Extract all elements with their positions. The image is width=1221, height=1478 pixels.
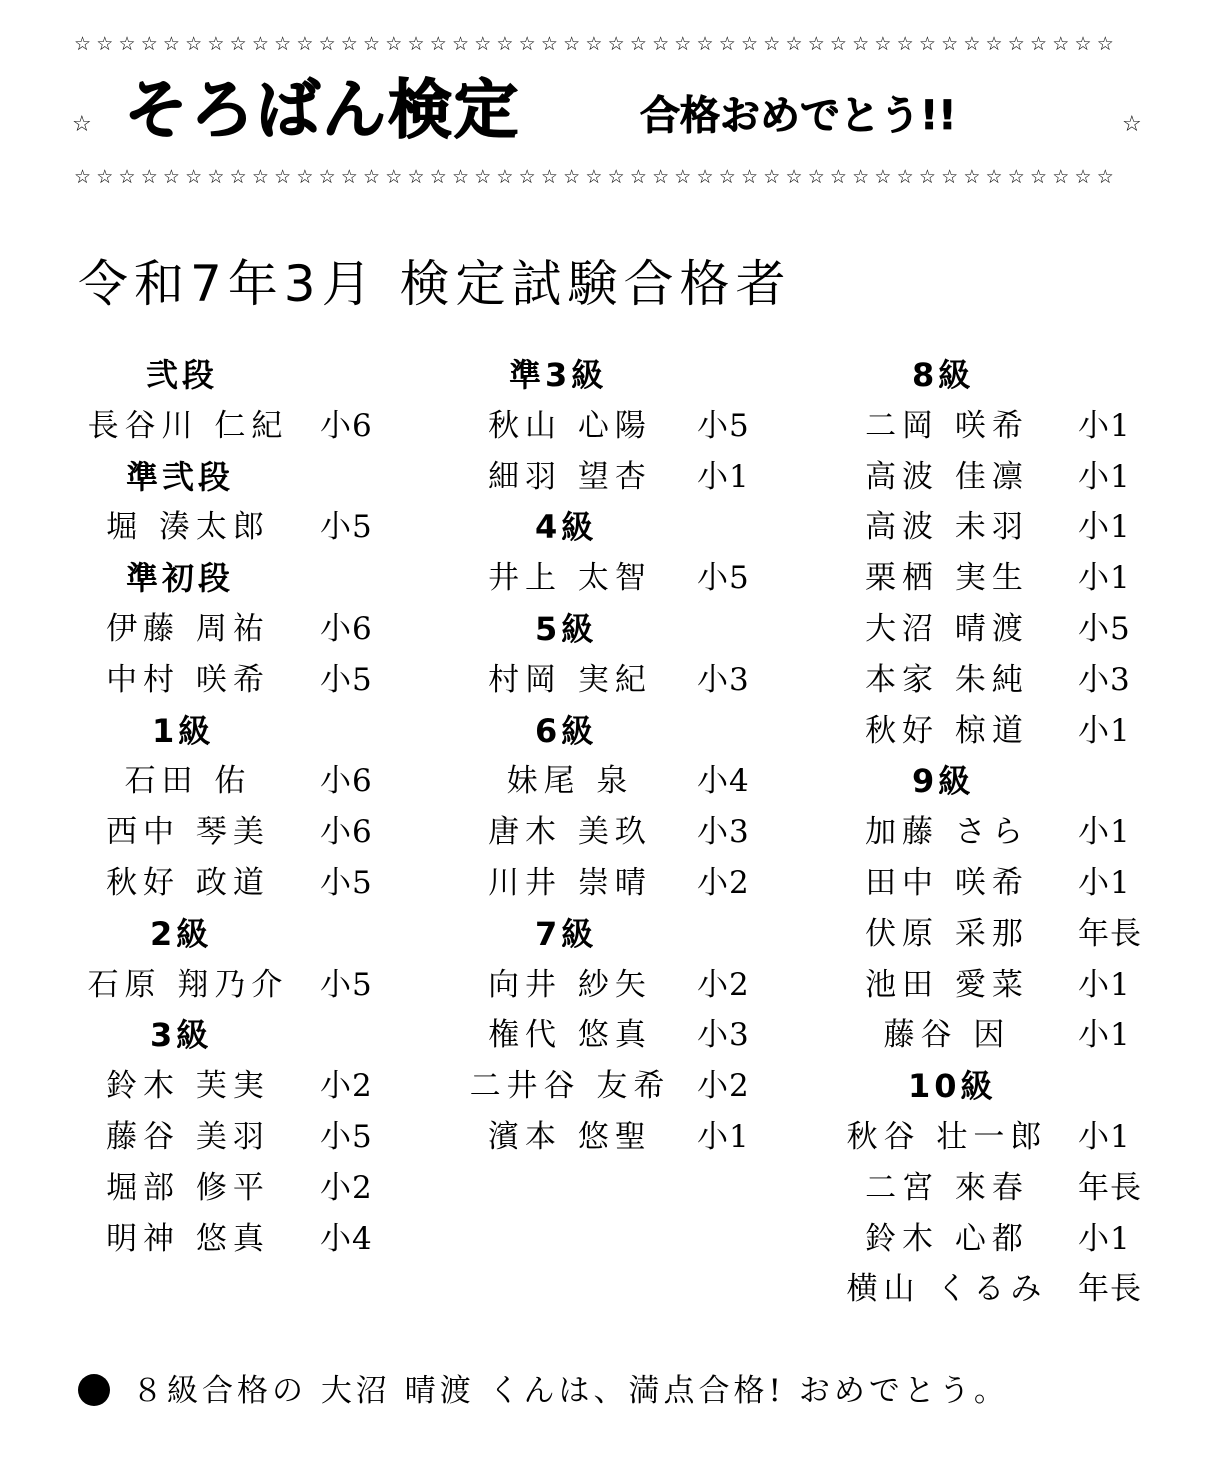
grade-heading	[70, 706, 400, 757]
passer-row	[832, 604, 1162, 655]
passer-grade: 小5	[320, 509, 373, 546]
passer-name: 池田 愛菜	[865, 966, 1029, 1003]
passer-grade: 小1	[1078, 407, 1131, 444]
grade-heading-label: 1級	[152, 711, 215, 750]
passer-grade: 小1	[1078, 458, 1131, 495]
passer-grade: 小4	[320, 1220, 373, 1257]
passer-row	[70, 1163, 400, 1214]
grade-heading-label: 5級	[535, 609, 598, 648]
congrats-heading: 合格おめでとう!!	[640, 93, 957, 139]
passer-grade: 小4	[697, 763, 750, 800]
passer-row	[455, 553, 785, 604]
passer-row	[832, 909, 1162, 960]
passer-name: 田中 咲希	[865, 864, 1029, 901]
grade-heading-label: 7級	[535, 914, 598, 953]
passer-name: 権代 悠真	[488, 1017, 652, 1054]
passer-row	[70, 1112, 400, 1163]
passer-grade: 小1	[697, 1118, 750, 1155]
passer-name: 石田 佑	[124, 763, 252, 800]
grade-heading	[832, 350, 1162, 401]
star-icon-left: ☆	[72, 112, 92, 137]
passer-grade: 小1	[1078, 1118, 1131, 1155]
passer-row	[70, 1061, 400, 1112]
passer-name: 妹尾 泉	[506, 763, 634, 800]
passer-grade: 小2	[697, 1068, 750, 1105]
passer-grade: 小6	[320, 610, 373, 647]
passer-name: 秋好 政道	[106, 864, 270, 901]
passer-name: 堀 湊太郎	[106, 509, 270, 546]
grade-heading	[455, 502, 785, 553]
passer-row	[832, 960, 1162, 1011]
passer-row	[70, 401, 400, 452]
passer-name: 村岡 実紀	[488, 661, 652, 698]
grade-heading-label: 準3級	[509, 356, 608, 394]
passer-row	[832, 655, 1162, 706]
grade-heading	[832, 756, 1162, 807]
grade-heading	[70, 452, 400, 503]
grade-heading	[70, 553, 400, 604]
passer-grade: 年長	[1078, 1271, 1142, 1308]
grade-heading	[455, 604, 785, 655]
passer-name: 伏原 采那	[865, 915, 1029, 952]
passer-row	[455, 960, 785, 1011]
passer-row	[70, 960, 400, 1011]
grade-heading-label: 10級	[908, 1067, 997, 1106]
passer-name: 秋山 心陽	[488, 407, 652, 444]
passer-grade: 小5	[320, 661, 373, 698]
grade-heading	[455, 350, 785, 401]
passer-grade: 小2	[320, 1169, 373, 1206]
passer-name: 藤谷 美羽	[106, 1118, 270, 1155]
passer-grade: 小5	[697, 407, 750, 444]
passer-row	[70, 807, 400, 858]
passer-row	[455, 1061, 785, 1112]
passer-row	[832, 1214, 1162, 1265]
passer-grade: 小6	[320, 814, 373, 851]
passer-grade: 小5	[1078, 610, 1131, 647]
passer-grade: 小1	[1078, 814, 1131, 851]
grade-heading-label: 8級	[912, 356, 975, 394]
grade-heading	[70, 1010, 400, 1061]
grade-heading	[832, 1061, 1162, 1112]
passer-name: 伊藤 周祐	[106, 610, 270, 647]
passer-grade: 小2	[320, 1068, 373, 1105]
passer-row	[70, 604, 400, 655]
passer-name: 秋好 椋道	[865, 712, 1029, 749]
passer-name: 濱本 悠聖	[488, 1118, 652, 1155]
passer-name: 鈴木 心都	[865, 1220, 1029, 1257]
passer-row	[832, 1112, 1162, 1163]
bullet-icon	[78, 1374, 110, 1406]
passer-name: 加藤 さら	[865, 814, 1029, 851]
passer-grade: 小1	[1078, 1220, 1131, 1257]
passer-grade: 小6	[320, 407, 373, 444]
passer-name: 中村 咲希	[106, 661, 270, 698]
passer-name: 唐木 美玖	[488, 814, 652, 851]
passer-row	[832, 401, 1162, 452]
passer-name: 秋谷 壮一郎	[846, 1118, 1048, 1155]
grade-heading-label: 6級	[535, 711, 598, 750]
passer-row	[832, 807, 1162, 858]
grade-heading-label: 2級	[150, 914, 213, 953]
passer-name: 西中 琴美	[106, 814, 270, 851]
results-column-1	[70, 350, 400, 1264]
passer-grade: 小1	[1078, 560, 1131, 597]
passer-name: 明神 悠真	[106, 1220, 270, 1257]
main-title: そろばん検定	[124, 74, 520, 148]
passer-name: 長谷川 仁紀	[87, 407, 289, 444]
passer-row	[455, 1112, 785, 1163]
grade-heading-label: 準初段	[126, 559, 235, 598]
passer-grade: 年長	[1078, 915, 1142, 952]
star-icon-right: ☆	[1122, 112, 1142, 137]
passer-name: 二岡 咲希	[865, 407, 1029, 444]
passer-name: 二宮 來春	[865, 1169, 1029, 1206]
footer-text: ８級合格の 大沼 晴渡 くんは、満点合格! おめでとう。	[132, 1373, 1009, 1409]
passer-grade: 小1	[1078, 864, 1131, 901]
passer-grade: 小5	[320, 864, 373, 901]
star-border-bottom: ☆☆☆☆☆☆☆☆☆☆☆☆☆☆☆☆☆☆☆☆☆☆☆☆☆☆☆☆☆☆☆☆☆☆☆☆☆☆☆☆☆☆☆☆☆☆☆	[74, 166, 1119, 188]
grade-heading	[455, 706, 785, 757]
passer-name: 石原 翔乃介	[87, 966, 289, 1003]
grade-heading-label: 9級	[912, 762, 975, 801]
passer-grade: 小1	[697, 458, 750, 495]
passer-grade: 小3	[697, 661, 750, 698]
passer-name: 井上 太智	[488, 560, 652, 597]
passer-row	[70, 655, 400, 706]
passer-name: 細羽 望杏	[488, 458, 652, 495]
passer-row	[455, 858, 785, 909]
passer-name: 横山 くるみ	[846, 1271, 1048, 1308]
passer-row	[70, 502, 400, 553]
passer-grade: 年長	[1078, 1169, 1142, 1206]
passer-row	[832, 452, 1162, 503]
passer-row	[832, 1163, 1162, 1214]
grade-heading	[70, 350, 400, 401]
results-column-2	[455, 350, 785, 1163]
passer-grade: 小5	[320, 966, 373, 1003]
passer-name: 栗栖 実生	[865, 560, 1029, 597]
grade-heading-label: 4級	[535, 508, 598, 547]
passer-name: 大沼 晴渡	[865, 610, 1029, 647]
passer-name: 高波 佳凛	[865, 458, 1029, 495]
passer-row	[455, 807, 785, 858]
passer-row	[832, 502, 1162, 553]
passer-grade: 小1	[1078, 1017, 1131, 1054]
grade-heading-label: 3級	[150, 1016, 213, 1055]
passer-row	[832, 858, 1162, 909]
grade-heading	[70, 909, 400, 960]
passer-grade: 小6	[320, 763, 373, 800]
star-border-top: ☆☆☆☆☆☆☆☆☆☆☆☆☆☆☆☆☆☆☆☆☆☆☆☆☆☆☆☆☆☆☆☆☆☆☆☆☆☆☆☆☆☆☆☆☆☆☆	[74, 33, 1119, 55]
passer-grade: 小1	[1078, 966, 1131, 1003]
passer-row	[832, 1010, 1162, 1061]
passer-row	[832, 1264, 1162, 1315]
passer-name: 藤谷 因	[883, 1017, 1011, 1054]
passer-row	[70, 1214, 400, 1265]
passer-grade: 小3	[1078, 661, 1131, 698]
passer-row	[455, 655, 785, 706]
passer-grade: 小2	[697, 864, 750, 901]
passer-name: 川井 崇晴	[488, 864, 652, 901]
passer-grade: 小5	[697, 560, 750, 597]
passer-grade: 小5	[320, 1118, 373, 1155]
results-column-3	[832, 350, 1162, 1315]
grade-heading	[455, 909, 785, 960]
passer-row	[70, 756, 400, 807]
passer-row	[455, 401, 785, 452]
passer-name: 向井 紗矢	[488, 966, 652, 1003]
passer-row	[455, 756, 785, 807]
passer-row	[832, 553, 1162, 604]
passer-grade: 小2	[697, 966, 750, 1003]
grade-heading-label: 準弐段	[126, 457, 235, 496]
passer-grade: 小3	[697, 814, 750, 851]
footer-note	[78, 1366, 1009, 1416]
passer-name: 堀部 修平	[106, 1169, 270, 1206]
passer-grade: 小1	[1078, 712, 1131, 749]
passer-name: 鈴木 芙実	[106, 1068, 270, 1105]
passer-row	[70, 858, 400, 909]
passer-name: 二井谷 友希	[469, 1068, 671, 1105]
passer-row	[832, 706, 1162, 757]
passer-row	[455, 452, 785, 503]
passer-row	[455, 1010, 785, 1061]
passer-grade: 小1	[1078, 509, 1131, 546]
exam-subtitle: 令和7年3月 検定試験合格者	[78, 255, 792, 313]
passer-grade: 小3	[697, 1017, 750, 1054]
passer-name: 本家 朱純	[865, 661, 1029, 698]
passer-name: 高波 未羽	[865, 509, 1029, 546]
grade-heading-label: 弐段	[146, 356, 219, 394]
